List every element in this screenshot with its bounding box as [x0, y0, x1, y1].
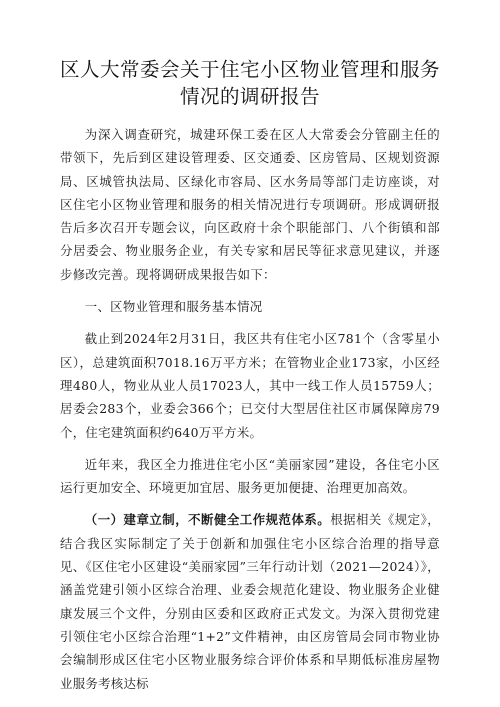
section-heading-1: 一、区物业管理和服务基本情况 [84, 299, 263, 315]
statistics-paragraph: 截止到2024年2月31日，我区共有住宅小区781个（含零星小区），总建筑面积7018.16万平方米；在管物业企业173家，小区经理480人，物业从业人员17023人，其中一线工作人员15759人；居委会283个，业委会366个；已交付大型居住社区市属保障房79个，住宅建筑面积约640万平方米。 [60, 331, 440, 440]
subsection-1-body: 根据相关《规定》，结合我区实际制定了关于创新和加强住宅小区综合治理的指导意见、《区住宅小区建设“美丽家园”三年行动计划（2021—2024）》，涵盖党建引领小区综合治理、业委会规范化建设、物业服务企业健康发展三个文件，分别由区委和区政府正式发文。为深入贯彻党建引领住宅小区综合治理“1+2”文件精神，由区房管局会同市物业协会编制形成区住宅小区物业服务综合评价体系和早期低标准房屋物业服务考核达标 [60, 512, 440, 691]
title-line-1: 区人大常委会关于住宅小区物业管理和服务 [60, 58, 441, 81]
intro-paragraph: 为深入调查研究，城建环保工委在区人大常委会分管副主任的带领下，先后到区建设管理委、区交通委、区房管局、区规划资源局、区城管执法局、区绿化市容局、区水务局等部门走访座谈，对区住宅小区物业管理和服务的相关情况进行专项调研。形成调研报告后多次召开专题会议，向区政府十余个职能部门、八个街镇和部分居委会、物业服务企业，有关专家和居民等征求意见建议，并逐步修改完善。现将调研成果报告如下： [60, 127, 440, 282]
title-line-2: 情况的调研报告 [179, 85, 320, 108]
recent-progress-paragraph: 近年来，我区全力推进住宅小区“美丽家园”建设，各住宅小区运行更加安全、环境更加宜居、服务更加便捷、治理更加高效。 [60, 456, 440, 496]
document-title [60, 56, 440, 110]
subsection-1-paragraph [60, 508, 440, 694]
subsection-1-lead: （一）建章立制，不断健全工作规范体系。 [84, 512, 331, 528]
